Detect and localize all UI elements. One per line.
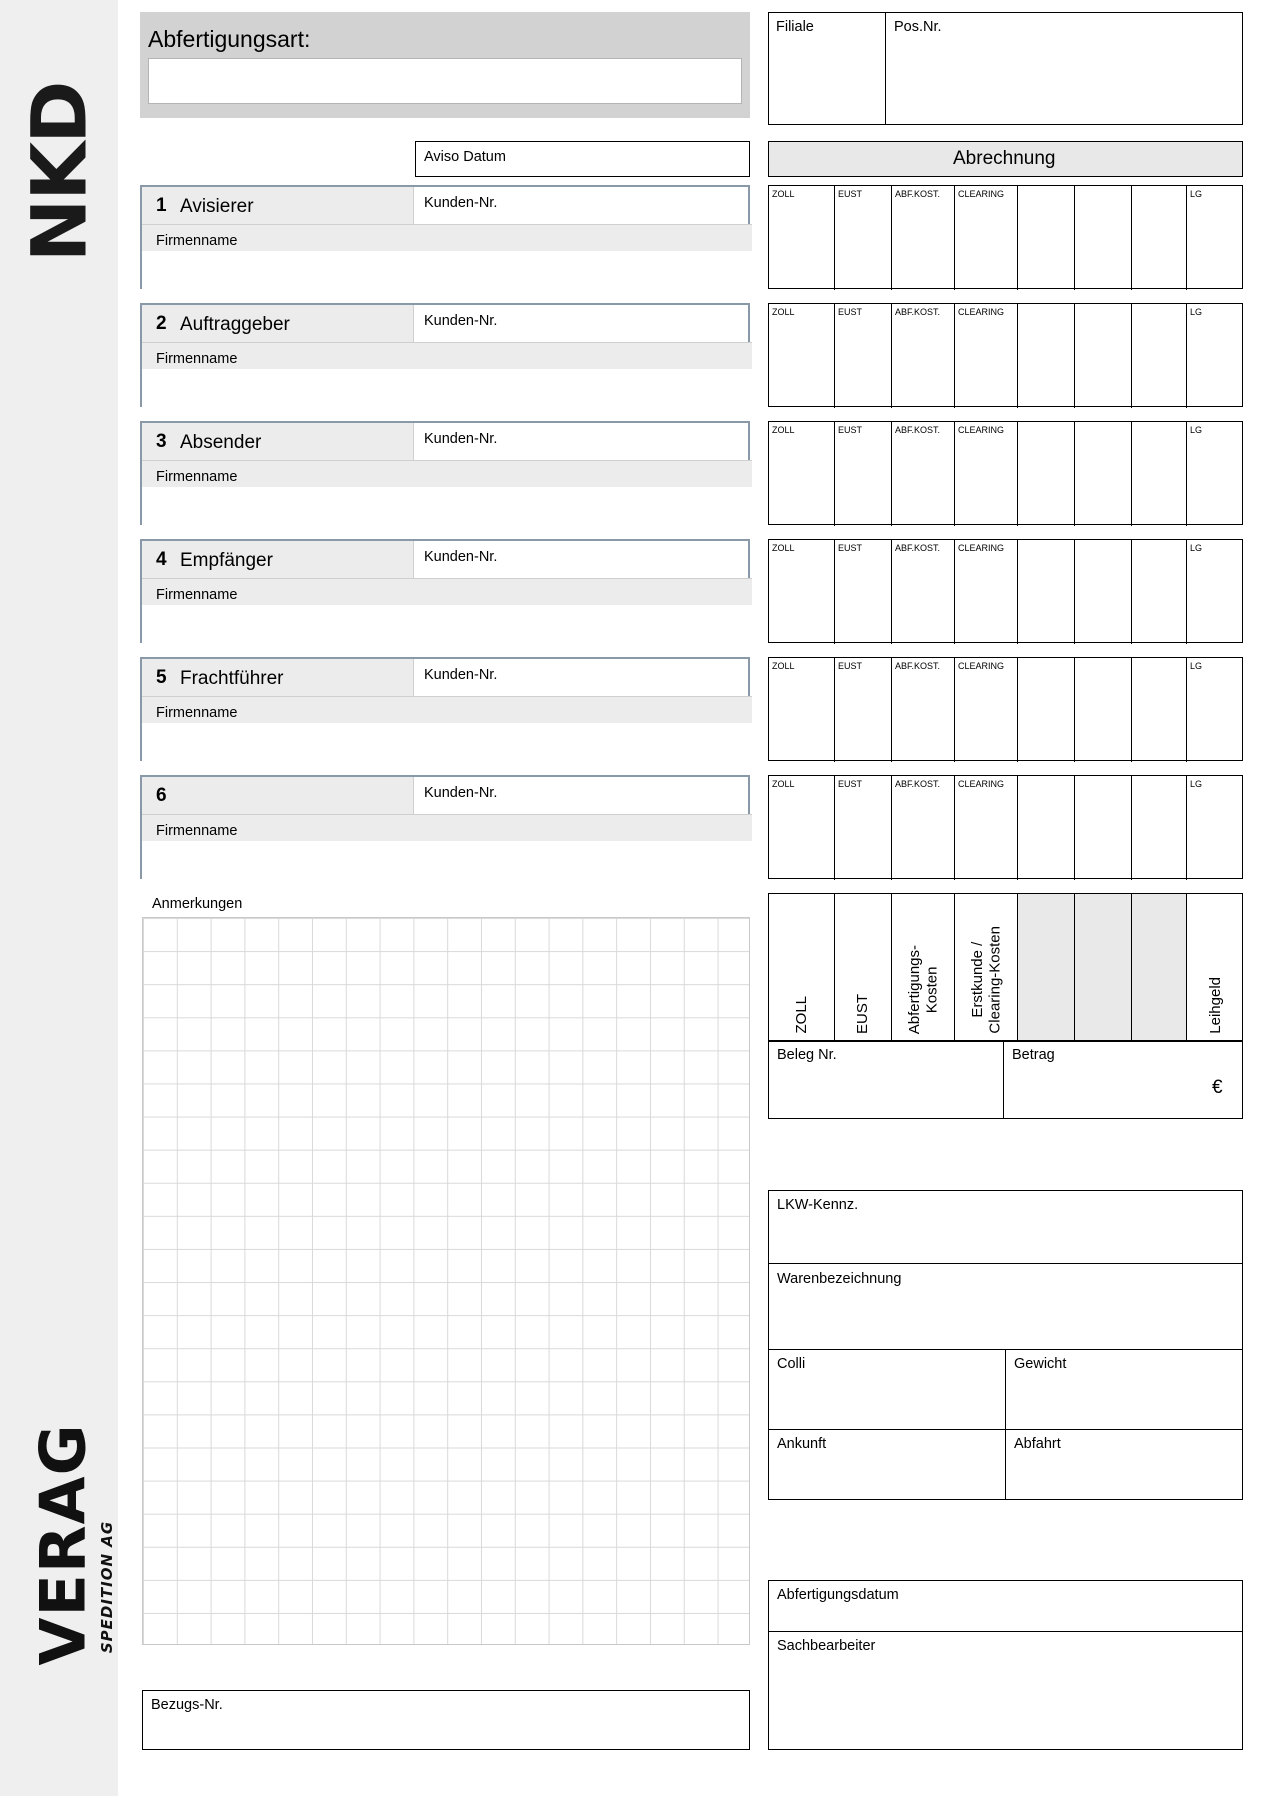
abrechnung-title: Abrechnung	[953, 148, 1056, 169]
beleg-betrag-divider	[1003, 1041, 1004, 1119]
abfertigungsdatum-label: Abfertigungsdatum	[777, 1587, 899, 1603]
party-block	[140, 185, 750, 289]
abrechnung-cell[interactable]	[769, 186, 835, 290]
grid-lines	[143, 918, 749, 1644]
footer-divider	[768, 1631, 1243, 1632]
party-title-cell	[142, 187, 414, 225]
posnr-label: Pos.Nr.	[894, 19, 942, 35]
cost-summary-label: EUST	[854, 993, 872, 1034]
party-block	[140, 775, 750, 879]
abrechnung-cell[interactable]	[892, 776, 955, 880]
firmenname-label: Firmenname	[156, 705, 238, 721]
abrechnung-cell[interactable]	[1075, 422, 1132, 526]
abrechnung-cell-label: EUST	[838, 779, 863, 789]
abrechnung-row	[768, 185, 1243, 289]
abrechnung-cell[interactable]	[892, 540, 955, 644]
cost-summary-cell	[835, 894, 892, 1040]
abrechnung-cell[interactable]	[892, 186, 955, 290]
kunden-nr-field[interactable]	[414, 423, 752, 461]
footer-box	[768, 1580, 1243, 1750]
kunden-nr-field[interactable]	[414, 187, 752, 225]
abrechnung-row	[768, 421, 1243, 525]
abrechnung-cell-label: LG	[1190, 661, 1203, 671]
abrechnung-cell[interactable]	[1132, 186, 1187, 290]
abrechnung-cell-label: ZOLL	[772, 543, 795, 553]
cost-summary-cell	[955, 894, 1018, 1040]
sachbearbeiter-label: Sachbearbeiter	[777, 1638, 876, 1654]
abrechnung-cell-label: LG	[1190, 189, 1203, 199]
abrechnung-cell[interactable]	[1018, 304, 1075, 408]
warenbezeichnung-label: Warenbezeichnung	[777, 1271, 902, 1287]
party-number: 6	[156, 785, 167, 806]
firmenname-label: Firmenname	[156, 351, 238, 367]
logo-rail	[0, 0, 118, 1796]
firmenname-field[interactable]	[142, 697, 752, 761]
abrechnung-cell-label: ABF.KOST.	[895, 425, 941, 435]
abrechnung-cell[interactable]	[835, 540, 892, 644]
abrechnung-cell[interactable]	[1018, 658, 1075, 762]
kunden-nr-field[interactable]	[414, 777, 752, 815]
abrechnung-cell-label: CLEARING	[958, 543, 1005, 553]
gewicht-label: Gewicht	[1014, 1356, 1067, 1372]
abrechnung-cell[interactable]	[1075, 304, 1132, 408]
cost-summary-label: ZOLL	[792, 996, 810, 1034]
abrechnung-cell[interactable]	[1187, 304, 1244, 408]
firmenname-field[interactable]	[142, 461, 752, 525]
abrechnung-cell-label: CLEARING	[958, 779, 1005, 789]
abrechnung-cell[interactable]	[769, 658, 835, 762]
abrechnung-cell[interactable]	[1187, 658, 1244, 762]
kunden-nr-field[interactable]	[414, 305, 752, 343]
abrechnung-cell-label: LG	[1190, 425, 1203, 435]
abrechnung-cell[interactable]	[769, 422, 835, 526]
kunden-nr-field[interactable]	[414, 541, 752, 579]
firmenname-field[interactable]	[142, 343, 752, 407]
abrechnung-cell[interactable]	[955, 776, 1018, 880]
party-block	[140, 657, 750, 761]
bezugs-nr-label: Bezugs-Nr.	[151, 1697, 223, 1713]
party-title: Auftraggeber	[180, 314, 290, 335]
abrechnung-cell[interactable]	[955, 304, 1018, 408]
abrechnung-cell-label: EUST	[838, 189, 863, 199]
kunden-nr-label: Kunden-Nr.	[424, 313, 498, 329]
party-number: 2	[156, 313, 167, 334]
verag-logo-text: VERAG	[26, 1423, 100, 1666]
abrechnung-cell-label: ZOLL	[772, 307, 795, 317]
party-title-cell	[142, 305, 414, 343]
abrechnung-cell[interactable]	[1075, 540, 1132, 644]
abrechnung-cell[interactable]	[1132, 658, 1187, 762]
transport-vertical-divider	[1005, 1349, 1006, 1500]
beleg-nr-label: Beleg Nr.	[777, 1047, 837, 1063]
kunden-nr-label: Kunden-Nr.	[424, 785, 498, 801]
firmenname-label: Firmenname	[156, 233, 238, 249]
nkd-logo-text: NKD	[14, 82, 104, 263]
abrechnung-cell-label: ZOLL	[772, 189, 795, 199]
abrechnung-cell[interactable]	[1187, 776, 1244, 880]
party-block	[140, 539, 750, 643]
abrechnung-cell[interactable]	[1018, 422, 1075, 526]
abrechnung-cell-label: ABF.KOST.	[895, 779, 941, 789]
nkd-logo	[0, 10, 118, 310]
party-number: 5	[156, 667, 167, 688]
abrechnung-cell[interactable]	[955, 422, 1018, 526]
abfahrt-label: Abfahrt	[1014, 1436, 1061, 1452]
abrechnung-cell-label: EUST	[838, 307, 863, 317]
party-number: 1	[156, 195, 167, 216]
party-block	[140, 303, 750, 407]
party-number: 4	[156, 549, 167, 570]
firmenname-field[interactable]	[142, 815, 752, 879]
abrechnung-cell[interactable]	[835, 186, 892, 290]
abrechnung-cell[interactable]	[835, 422, 892, 526]
abrechnung-cell[interactable]	[835, 304, 892, 408]
party-title-cell	[142, 541, 414, 579]
ankunft-label: Ankunft	[777, 1436, 827, 1452]
abrechnung-cell-label: ABF.KOST.	[895, 661, 941, 671]
abrechnung-cell-label: ABF.KOST.	[895, 189, 941, 199]
abrechnung-cell[interactable]	[1187, 186, 1244, 290]
anmerkungen-label: Anmerkungen	[152, 896, 243, 912]
cost-summary-cell	[1132, 894, 1187, 1040]
abrechnung-cell-label: ZOLL	[772, 661, 795, 671]
filiale-label: Filiale	[776, 19, 814, 35]
abrechnung-cell[interactable]	[1075, 776, 1132, 880]
abrechnung-cell[interactable]	[1132, 304, 1187, 408]
abrechnung-row	[768, 657, 1243, 761]
kunden-nr-label: Kunden-Nr.	[424, 667, 498, 683]
abrechnung-cell-label: ZOLL	[772, 779, 795, 789]
cost-summary-cell	[1187, 894, 1244, 1040]
abrechnung-cell[interactable]	[835, 776, 892, 880]
cost-summary-cell	[892, 894, 955, 1040]
abrechnung-cell[interactable]	[955, 658, 1018, 762]
abrechnung-cell-label: CLEARING	[958, 189, 1005, 199]
party-title-cell	[142, 659, 414, 697]
abfertigungsart-label: Abfertigungsart:	[148, 26, 311, 52]
abrechnung-cell-label: CLEARING	[958, 425, 1005, 435]
cost-summary-label: Abfertigungs- Kosten	[905, 944, 940, 1034]
abrechnung-cell[interactable]	[1018, 776, 1075, 880]
cost-summary-cell	[1018, 894, 1075, 1040]
abrechnung-cell-label: EUST	[838, 425, 863, 435]
party-number: 3	[156, 431, 167, 452]
firmenname-field[interactable]	[142, 225, 752, 289]
abrechnung-row	[768, 775, 1243, 879]
abrechnung-cell[interactable]	[835, 658, 892, 762]
abrechnung-cell[interactable]	[892, 304, 955, 408]
abrechnung-cell-label: CLEARING	[958, 307, 1005, 317]
abrechnung-cell[interactable]	[892, 422, 955, 526]
abrechnung-cell[interactable]	[1187, 422, 1244, 526]
abrechnung-cell[interactable]	[1075, 186, 1132, 290]
abrechnung-cell[interactable]	[769, 304, 835, 408]
colli-label: Colli	[777, 1356, 806, 1372]
kunden-nr-label: Kunden-Nr.	[424, 431, 498, 447]
abrechnung-cell[interactable]	[1132, 540, 1187, 644]
party-title: Frachtführer	[180, 668, 284, 689]
abrechnung-cell[interactable]	[1132, 422, 1187, 526]
abfertigungsart-input[interactable]	[148, 58, 742, 104]
party-title: Absender	[180, 432, 262, 453]
filiale-posnr-box	[768, 12, 1243, 125]
abrechnung-row	[768, 539, 1243, 643]
filiale-posnr-divider	[885, 12, 886, 125]
kunden-nr-label: Kunden-Nr.	[424, 195, 498, 211]
currency-symbol: €	[1212, 1077, 1223, 1098]
party-title-cell	[142, 423, 414, 461]
betrag-label: Betrag	[1012, 1047, 1055, 1063]
aviso-datum-label: Aviso Datum	[424, 149, 506, 165]
transport-divider-1	[768, 1263, 1243, 1264]
abrechnung-cell-label: LG	[1190, 779, 1203, 789]
verag-logo	[0, 1330, 118, 1750]
abrechnung-cell-label: LG	[1190, 543, 1203, 553]
kunden-nr-field[interactable]	[414, 659, 752, 697]
party-title: Empfänger	[180, 550, 273, 571]
abrechnung-cell[interactable]	[1075, 658, 1132, 762]
abrechnung-cell[interactable]	[1018, 186, 1075, 290]
abrechnung-cell-label: ABF.KOST.	[895, 543, 941, 553]
party-title: Avisierer	[180, 196, 254, 217]
abrechnung-cell[interactable]	[892, 658, 955, 762]
cost-summary-label: Leihgeld	[1206, 977, 1224, 1034]
abrechnung-cell-label: EUST	[838, 661, 863, 671]
abrechnung-cell-label: ZOLL	[772, 425, 795, 435]
verag-logo-subtitle: SPEDITION AG	[98, 1520, 116, 1654]
kunden-nr-label: Kunden-Nr.	[424, 549, 498, 565]
firmenname-label: Firmenname	[156, 587, 238, 603]
party-title-cell	[142, 777, 414, 815]
abrechnung-cell-label: EUST	[838, 543, 863, 553]
firmenname-label: Firmenname	[156, 469, 238, 485]
beleg-betrag-box	[768, 1041, 1243, 1119]
abrechnung-cell[interactable]	[769, 776, 835, 880]
abrechnung-cell[interactable]	[1132, 776, 1187, 880]
firmenname-field[interactable]	[142, 579, 752, 643]
cost-summary-label: Erstkunde / Clearing-Kosten	[968, 926, 1003, 1034]
abrechnung-cell-label: ABF.KOST.	[895, 307, 941, 317]
cost-summary-cell	[769, 894, 835, 1040]
cost-summary-cell	[1075, 894, 1132, 1040]
abrechnung-cell[interactable]	[955, 186, 1018, 290]
party-block	[140, 421, 750, 525]
abrechnung-cell[interactable]	[769, 540, 835, 644]
bezugs-nr-field[interactable]	[142, 1690, 750, 1750]
anmerkungen-grid[interactable]	[142, 917, 750, 1645]
abrechnung-cell[interactable]	[1018, 540, 1075, 644]
abrechnung-cell[interactable]	[1187, 540, 1244, 644]
cost-summary-header	[768, 893, 1243, 1041]
abrechnung-cell[interactable]	[955, 540, 1018, 644]
lkw-kennz-label: LKW-Kennz.	[777, 1197, 859, 1213]
abrechnung-row	[768, 303, 1243, 407]
abrechnung-cell-label: LG	[1190, 307, 1203, 317]
abrechnung-cell-label: CLEARING	[958, 661, 1005, 671]
firmenname-label: Firmenname	[156, 823, 238, 839]
